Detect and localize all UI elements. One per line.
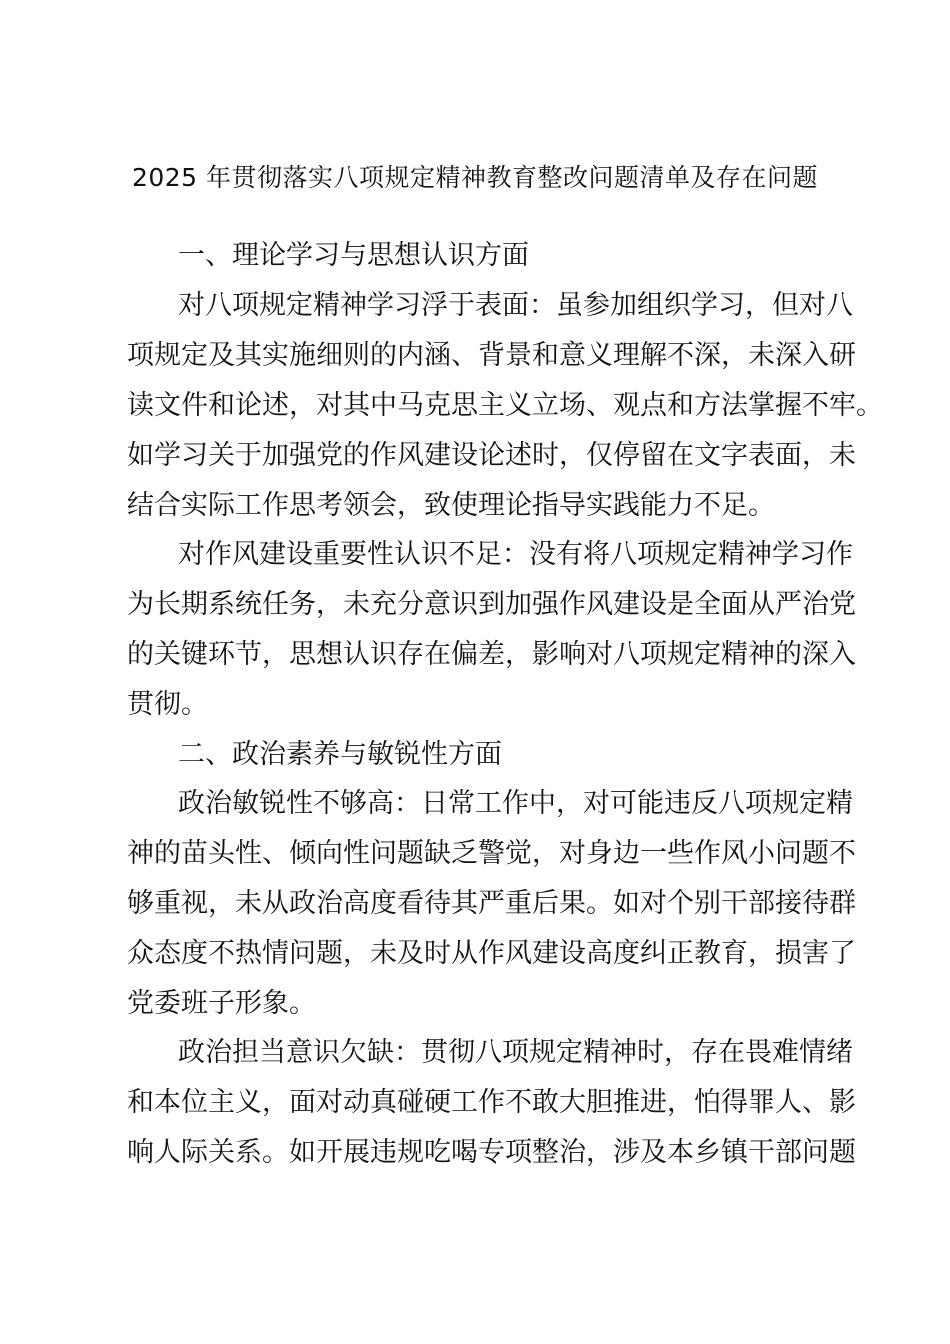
section-heading-theory: 一、理论学习与思想认识方面 xyxy=(178,240,529,271)
paragraph-line: 党委班子形象。 xyxy=(127,988,316,1019)
paragraph-line: 响人际关系。如开展违规吃喝专项整治，涉及本乡镇干部问题 xyxy=(127,1137,856,1168)
paragraph-line: 政治敏锐性不够高：日常工作中，对可能违反八项规定精 xyxy=(178,788,853,819)
paragraph-line: 结合实际工作思考领会，致使理论指导实践能力不足。 xyxy=(127,490,775,521)
paragraph-line: 和本位主义，面对动真碰硬工作不敢大胆推进，怕得罪人、影 xyxy=(127,1087,856,1118)
paragraph-line: 够重视，未从政治高度看待其严重后果。如对个别干部接待群 xyxy=(127,888,856,919)
paragraph-line: 对八项规定精神学习浮于表面：虽参加组织学习，但对八 xyxy=(178,290,853,321)
document-title: 2025 年贯彻落实八项规定精神教育整改问题清单及存在问题 xyxy=(131,163,819,192)
paragraph-line: 读文件和论述，对其中马克思主义立场、观点和方法掌握不牢。 xyxy=(127,390,883,421)
paragraph-line: 的关键环节，思想认识存在偏差，影响对八项规定精神的深入 xyxy=(127,639,856,670)
paragraph-line: 如学习关于加强党的作风建设论述时，仅停留在文字表面，未 xyxy=(127,440,856,471)
paragraph-line: 项规定及其实施细则的内涵、背景和意义理解不深，未深入研 xyxy=(127,340,856,371)
paragraph-line: 神的苗头性、倾向性问题缺乏警觉，对身边一些作风小问题不 xyxy=(127,838,856,869)
paragraph-line: 众态度不热情问题，未及时从作风建设高度纠正教育，损害了 xyxy=(127,938,856,969)
paragraph-line: 政治担当意识欠缺：贯彻八项规定精神时，存在畏难情绪 xyxy=(178,1037,853,1068)
section-heading-political: 二、政治素养与敏锐性方面 xyxy=(178,739,502,770)
paragraph-line: 贯彻。 xyxy=(127,689,208,720)
paragraph-line: 对作风建设重要性认识不足：没有将八项规定精神学习作 xyxy=(178,539,853,570)
paragraph-line: 为长期系统任务，未充分意识到加强作风建设是全面从严治党 xyxy=(127,589,856,620)
